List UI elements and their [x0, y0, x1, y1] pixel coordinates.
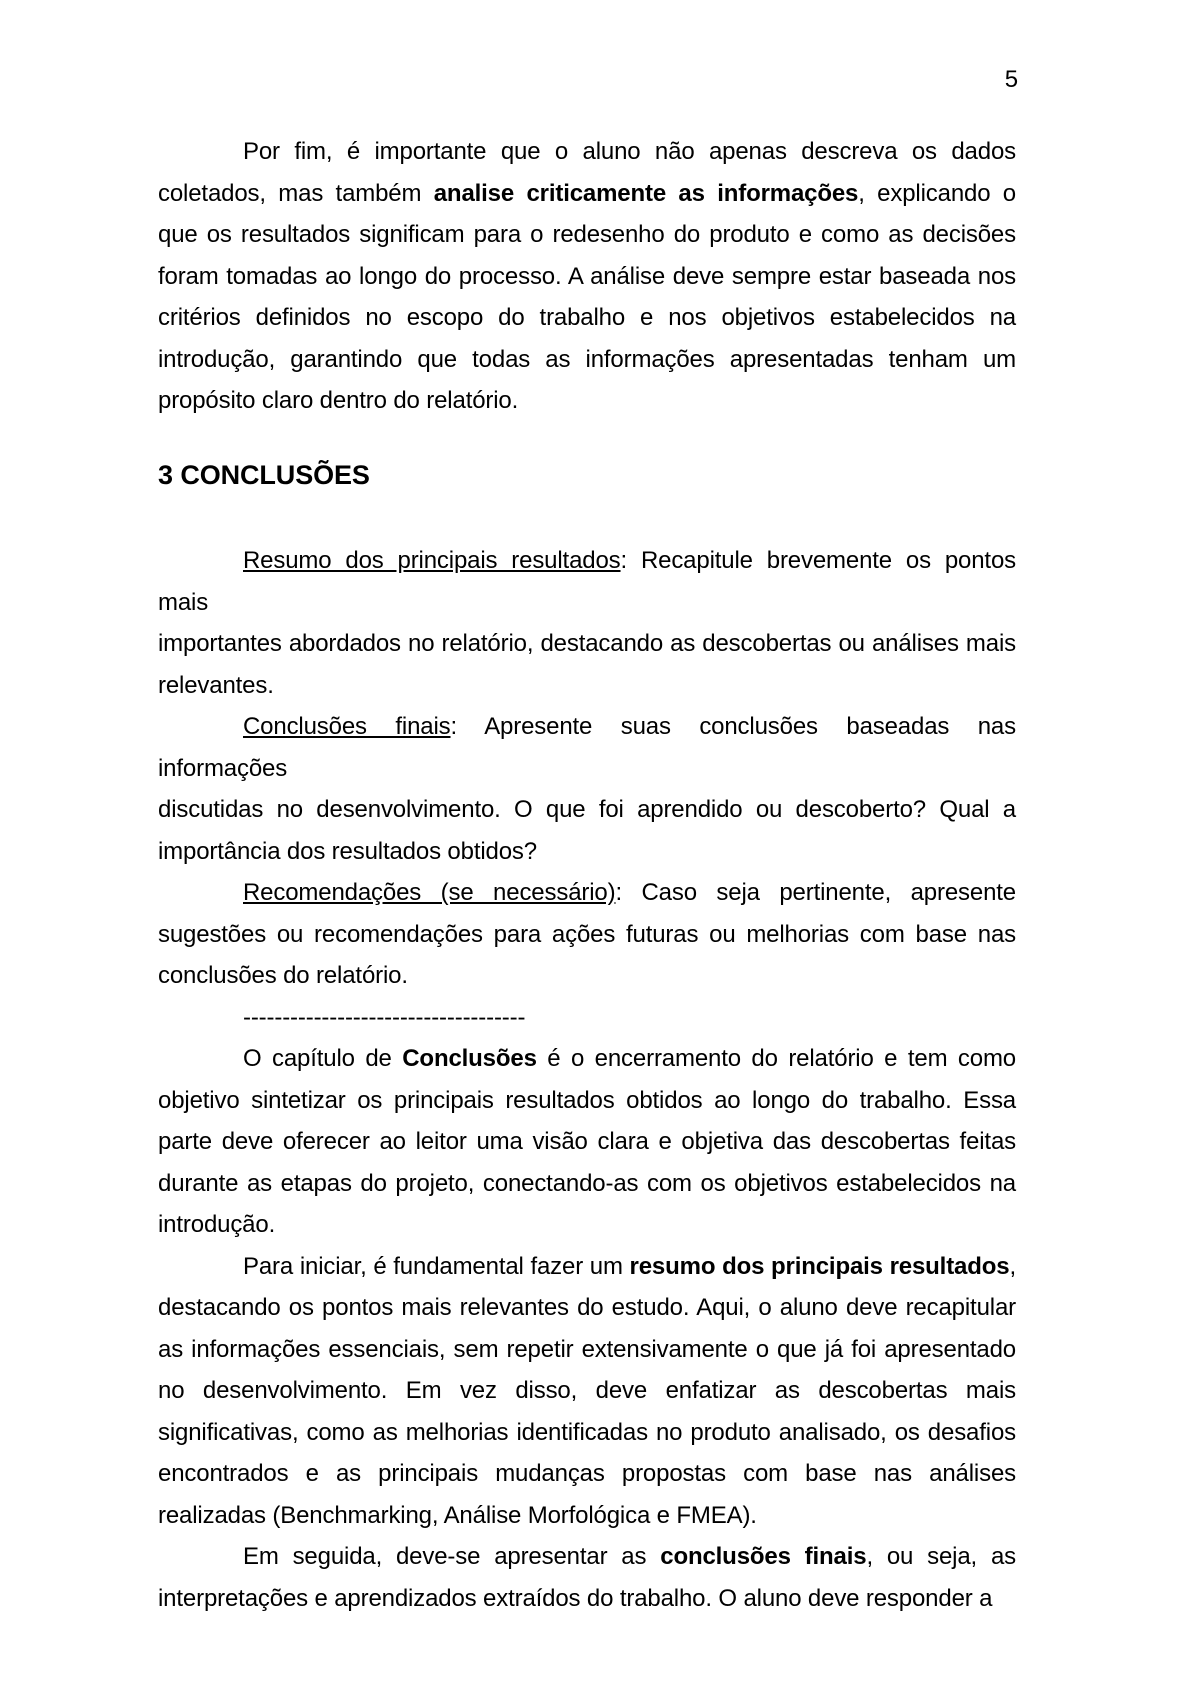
paragraph-resumo-topic: [158, 540, 1016, 706]
page-number: 5: [1004, 66, 1018, 93]
paragraph-capitulo-conclusoes: [158, 1038, 1016, 1246]
text-line: [158, 1204, 1016, 1246]
text-run: : Apresente suas conclusões baseadas nas informações: [158, 713, 1016, 782]
paragraph-analysis-guidance: [158, 131, 1016, 422]
section-heading-conclusoes: 3 CONCLUSÕES: [158, 459, 370, 490]
text-line: [158, 1329, 1016, 1371]
text-line: [158, 789, 1016, 831]
bold-text: resumo dos principais resultados: [629, 1252, 1010, 1280]
text-run: introdução.: [158, 1211, 276, 1238]
text-run: propósito claro dentro do relatório.: [158, 387, 519, 414]
paragraph-recomendacoes-topic: [158, 872, 1016, 997]
paragraph-em-seguida: [158, 1536, 1016, 1619]
text-run: objetivo sintetizar os principais resultados obtidos ao longo do trabalho. Essa: [158, 1086, 1016, 1114]
bold-text: Conclusões: [402, 1045, 537, 1072]
text-line: [158, 1287, 1016, 1329]
text-run: Para iniciar, é fundamental fazer um: [243, 1252, 630, 1280]
bold-text: analise criticamente as informações: [433, 179, 859, 207]
text-run: foram tomadas ao longo do processo. A análise deve sempre estar baseada nos: [158, 262, 1016, 290]
text-run: : Recapitule brevemente os pontos mais: [158, 547, 1016, 616]
text-run: as informações essenciais, sem repetir extensivamente o que já foi apresentado: [158, 1335, 1016, 1363]
text-line: [158, 380, 1016, 422]
text-line: [158, 665, 1016, 707]
text-run: ,: [1009, 1252, 1016, 1280]
text-line: [158, 297, 1016, 339]
text-line: [158, 339, 1016, 381]
text-run: critérios definidos no escopo do trabalho e nos objetivos estabelecidos na: [158, 304, 1016, 331]
text-run: sugestões ou recomendações para ações futuras ou melhorias com base nas: [158, 920, 1016, 948]
text-run: O capítulo de: [243, 1045, 403, 1072]
text-line: [158, 1370, 1016, 1412]
text-line: [158, 256, 1016, 298]
text-run: , explicando o: [858, 179, 1016, 207]
text-line: [158, 1412, 1016, 1454]
paragraph-conclusoes-finais-topic: [158, 706, 1016, 872]
text-run: discutidas no desenvolvimento. O que foi aprendido ou descoberto? Qual a: [158, 796, 1016, 823]
text-line: [158, 623, 1016, 665]
text-line: [158, 1163, 1016, 1205]
text-line: [158, 997, 1016, 1039]
underlined-text: Recomendações (se necessário): [243, 879, 616, 906]
text-run: conclusões do relatório.: [158, 962, 408, 989]
text-run: durante as etapas do projeto, conectando-as com os objetivos estabelecidos na: [158, 1169, 1016, 1197]
text-line: [158, 1578, 1016, 1620]
text-line: [158, 1495, 1016, 1537]
text-line: [158, 1080, 1016, 1122]
text-line: [158, 1121, 1016, 1163]
text-run: interpretações e aprendizados extraídos do trabalho. O aluno deve responder a: [158, 1584, 993, 1612]
text-run: parte deve oferecer ao leitor uma visão clara e objetiva das descobertas feitas: [158, 1128, 1016, 1155]
separator-line: [158, 997, 1016, 1039]
text-line: [158, 872, 1016, 914]
text-run: Em seguida, deve-se apresentar as: [243, 1543, 661, 1570]
underlined-text: Resumo dos principais resultados: [243, 547, 621, 574]
text-line: [158, 131, 1016, 173]
text-run: , ou seja, as: [866, 1543, 1017, 1570]
text-run: Por fim, é importante que o aluno não apenas descreva os dados: [243, 138, 1016, 165]
text-run: que os resultados significam para o redesenho do produto e como as decisões: [158, 221, 1016, 248]
text-run: coletados, mas também: [158, 179, 434, 207]
underlined-text: Conclusões finais: [243, 713, 451, 740]
text-run: importantes abordados no relatório, destacando as descobertas ou análises mais: [158, 630, 1016, 657]
text-line: [158, 706, 1016, 789]
text-run: realizadas (Benchmarking, Análise Morfológica e FMEA).: [158, 1501, 757, 1529]
text-run: relevantes.: [158, 671, 274, 699]
text-run: é o encerramento do relatório e tem como: [536, 1045, 1016, 1072]
text-line: [158, 914, 1016, 956]
text-run: no desenvolvimento. Em vez disso, deve enfatizar as descobertas mais: [158, 1377, 1016, 1404]
text-run: : Caso seja pertinente, apresente: [615, 879, 1016, 906]
bold-text: conclusões finais: [660, 1543, 867, 1570]
text-line: [158, 173, 1016, 215]
text-run: destacando os pontos mais relevantes do estudo. Aqui, o aluno deve recapitular: [158, 1294, 1016, 1321]
text-run: significativas, como as melhorias identificadas no produto analisado, os desafios: [158, 1418, 1016, 1446]
text-line: [158, 1536, 1016, 1578]
text-run: introdução, garantindo que todas as informações apresentadas tenham um: [158, 345, 1016, 373]
paragraph-para-iniciar: [158, 1246, 1016, 1537]
text-run: encontrados e as principais mudanças propostas com base nas análises: [158, 1460, 1016, 1487]
text-line: [158, 1038, 1016, 1080]
text-run: ------------------------------------: [243, 1003, 526, 1031]
text-line: [158, 540, 1016, 623]
text-line: [158, 1246, 1016, 1288]
text-run: importância dos resultados obtidos?: [158, 837, 537, 865]
document-content: [158, 131, 1016, 1619]
text-line: [158, 831, 1016, 873]
text-line: [158, 1453, 1016, 1495]
text-line: [158, 214, 1016, 256]
text-line: [158, 955, 1016, 997]
